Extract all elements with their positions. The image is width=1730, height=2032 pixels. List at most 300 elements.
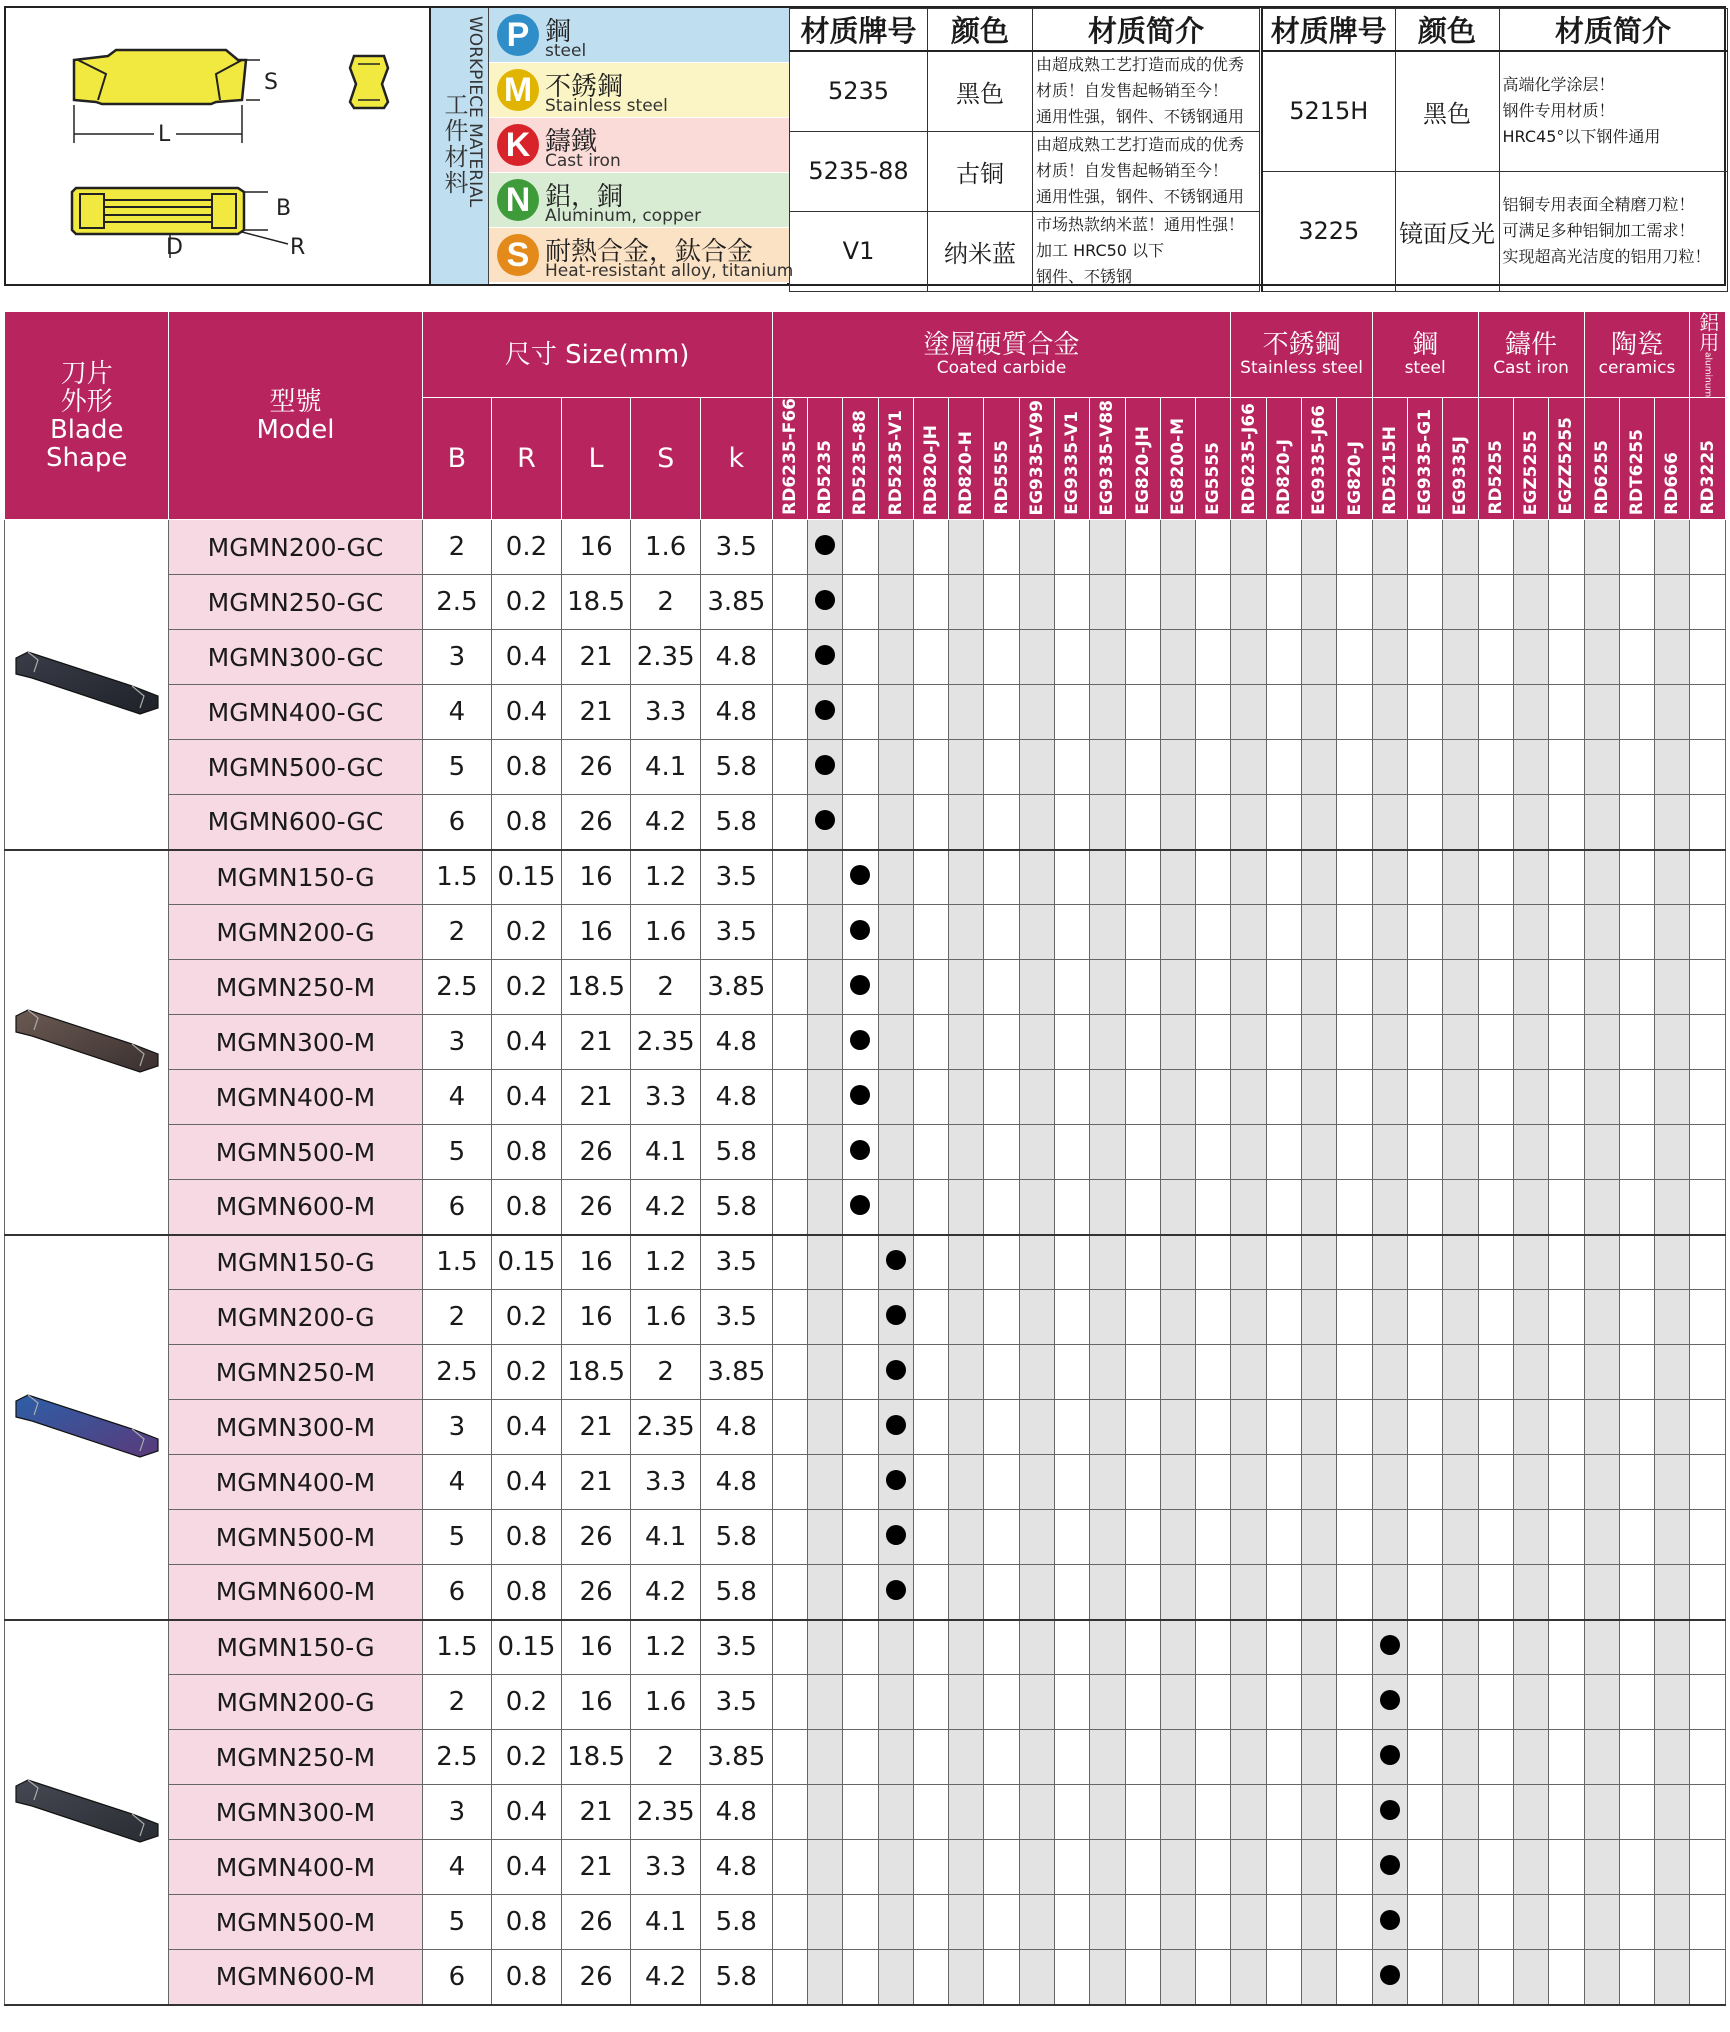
grade-cell xyxy=(1302,575,1337,630)
grade-cell xyxy=(1655,1510,1690,1565)
grade-header: RD5215H xyxy=(1372,398,1407,520)
dim-cell-l: 26 xyxy=(561,1950,631,2005)
available-dot xyxy=(886,1470,906,1490)
grade-cell xyxy=(1372,520,1407,575)
available-dot xyxy=(886,1360,906,1380)
grade-cell xyxy=(1054,575,1089,630)
available-dot xyxy=(815,535,835,555)
grade-cell xyxy=(878,1565,913,1620)
dim-cell-k: 3.5 xyxy=(700,1290,772,1345)
grade-cell xyxy=(807,1950,842,2005)
dim-cell-s: 4.2 xyxy=(631,795,701,850)
grade-cell xyxy=(843,1565,878,1620)
grade-cell xyxy=(1266,1290,1301,1345)
grade-cell xyxy=(1090,685,1125,740)
grade-desc xyxy=(1499,171,1727,291)
dim-header-r: R xyxy=(492,398,562,520)
grade-cell xyxy=(878,1620,913,1675)
grade-cell xyxy=(878,1180,913,1235)
grade-cell xyxy=(1019,1840,1054,1895)
table-row xyxy=(5,630,1726,685)
table-row xyxy=(5,905,1726,960)
grade-cell xyxy=(913,1840,948,1895)
grade-cell xyxy=(949,1345,984,1400)
grade-cell xyxy=(1655,1840,1690,1895)
grade-cell xyxy=(878,795,913,850)
grade-cell xyxy=(772,1125,807,1180)
model-cell: MGMN150-G xyxy=(169,1620,422,1675)
grade-cell xyxy=(807,685,842,740)
model-cell: MGMN300-M xyxy=(169,1785,422,1840)
grade-cell xyxy=(984,520,1019,575)
grade-cell xyxy=(1054,1565,1089,1620)
dim-cell-b: 2.5 xyxy=(422,960,492,1015)
grade-cell xyxy=(1513,1895,1548,1950)
dim-cell-s: 3.3 xyxy=(631,1840,701,1895)
grade-cell xyxy=(1196,575,1231,630)
grade-cell xyxy=(1372,1235,1407,1290)
grade-cell xyxy=(1443,795,1478,850)
grade-cell xyxy=(1549,520,1584,575)
model-cell: MGMN600-M xyxy=(169,1565,422,1620)
available-dot xyxy=(1380,1800,1400,1820)
grade-cell xyxy=(1619,1730,1654,1785)
grade-cell xyxy=(1090,795,1125,850)
grade-cell xyxy=(1549,1015,1584,1070)
dim-cell-b: 5 xyxy=(422,1510,492,1565)
grade-cell xyxy=(1584,1840,1619,1895)
grade-cell xyxy=(1090,1345,1125,1400)
grade-cell xyxy=(949,1675,984,1730)
grade-header: RD666 xyxy=(1655,398,1690,520)
grade-cell xyxy=(1513,960,1548,1015)
dim-cell-k: 4.8 xyxy=(700,630,772,685)
grade-cell xyxy=(1443,1400,1478,1455)
grade-cell xyxy=(949,905,984,960)
dim-cell-k: 4.8 xyxy=(700,1840,772,1895)
grade-cell xyxy=(807,740,842,795)
grade-cell xyxy=(1655,1015,1690,1070)
dim-cell-s: 3.3 xyxy=(631,685,701,740)
grade-cell xyxy=(878,740,913,795)
grade-cell xyxy=(1619,1180,1654,1235)
label-r: R xyxy=(290,235,306,260)
material-badge: S xyxy=(497,234,539,276)
col-header-color: 颜色 xyxy=(928,9,1033,52)
grade-cell xyxy=(1090,1180,1125,1235)
grade-cell xyxy=(1337,795,1372,850)
material-name-zh: 不銹鋼 xyxy=(545,72,624,102)
grade-cell xyxy=(1407,1455,1442,1510)
grade-cell xyxy=(1443,1125,1478,1180)
grade-cell xyxy=(878,850,913,905)
grade-cell xyxy=(1090,1235,1125,1290)
grade-cell xyxy=(1054,740,1089,795)
grade-cell xyxy=(1584,850,1619,905)
dim-cell-r: 0.4 xyxy=(492,1070,562,1125)
dim-cell-l: 21 xyxy=(561,1015,631,1070)
dim-cell-b: 3 xyxy=(422,1785,492,1840)
grade-cell xyxy=(1054,1345,1089,1400)
dim-cell-k: 5.8 xyxy=(700,1510,772,1565)
grade-cell xyxy=(1584,1565,1619,1620)
grade-cell xyxy=(984,630,1019,685)
grade-cell xyxy=(1549,1180,1584,1235)
available-dot xyxy=(886,1525,906,1545)
grade-cell xyxy=(1019,905,1054,960)
table-row xyxy=(5,685,1726,740)
grade-cell xyxy=(984,1235,1019,1290)
grade-cell xyxy=(772,795,807,850)
dim-cell-l: 21 xyxy=(561,1785,631,1840)
grade-cell xyxy=(1302,1950,1337,2005)
grade-cell xyxy=(1054,685,1089,740)
table-row xyxy=(5,1235,1726,1290)
grade-cell xyxy=(807,905,842,960)
available-dot xyxy=(1380,1690,1400,1710)
grade-cell xyxy=(1655,850,1690,905)
grade-cell xyxy=(1372,1015,1407,1070)
header-block xyxy=(4,6,1726,286)
grade-cell xyxy=(984,1015,1019,1070)
grade-header: EG9335-J66 xyxy=(1302,398,1337,520)
grade-cell xyxy=(878,1455,913,1510)
dim-cell-r: 0.8 xyxy=(492,1565,562,1620)
grade-header: RD6235-F66 xyxy=(772,398,807,520)
grade-cell xyxy=(1513,1125,1548,1180)
grade-header: RD6235-J66 xyxy=(1231,398,1266,520)
grade-cell xyxy=(1090,1785,1125,1840)
grade-cell xyxy=(1655,575,1690,630)
grade-cell xyxy=(1196,520,1231,575)
grade-cell xyxy=(1549,960,1584,1015)
dim-cell-k: 4.8 xyxy=(700,685,772,740)
grade-cell xyxy=(1231,1455,1266,1510)
grade-cell xyxy=(807,575,842,630)
grade-cell xyxy=(949,960,984,1015)
grade-cell xyxy=(1090,1950,1125,2005)
grade-cell xyxy=(949,685,984,740)
grade-cell xyxy=(1337,685,1372,740)
grade-cell xyxy=(843,1125,878,1180)
grade-cell xyxy=(1443,1235,1478,1290)
grade-cell xyxy=(843,1290,878,1345)
grade-cell xyxy=(1125,795,1160,850)
grade-cell xyxy=(1513,1730,1548,1785)
col-header-desc: 材质简介 xyxy=(1499,9,1727,52)
grade-cell xyxy=(1266,1895,1301,1950)
available-dot xyxy=(886,1580,906,1600)
grade-cell xyxy=(1231,1895,1266,1950)
grade-desc-line: 材质！自发售起畅销至今！ xyxy=(1036,161,1229,180)
grade-cell xyxy=(843,1675,878,1730)
grade-cell xyxy=(1584,1950,1619,2005)
grade-cell xyxy=(1054,1785,1089,1840)
grade-cell xyxy=(1478,1015,1513,1070)
grade-header: EG9335-V88 xyxy=(1090,398,1125,520)
dim-cell-k: 4.8 xyxy=(700,1015,772,1070)
available-dot xyxy=(850,1085,870,1105)
grade-cell xyxy=(949,1125,984,1180)
grade-cell xyxy=(1619,740,1654,795)
material-name-en: Aluminum, copper xyxy=(545,206,702,226)
grade-cell xyxy=(913,685,948,740)
grade-desc-line: 通用性强，钢件、不锈钢通用 xyxy=(1036,107,1245,127)
grade-cell xyxy=(1690,1015,1726,1070)
dim-cell-r: 0.4 xyxy=(492,1455,562,1510)
grade-cell xyxy=(1054,1125,1089,1180)
grade-cell xyxy=(843,1620,878,1675)
model-cell: MGMN300-M xyxy=(169,1400,422,1455)
dim-cell-s: 4.1 xyxy=(631,1510,701,1565)
grade-cell xyxy=(1266,795,1301,850)
grade-cell xyxy=(1513,1345,1548,1400)
grade-cell xyxy=(807,850,842,905)
grade-cell xyxy=(1584,1730,1619,1785)
grade-cell xyxy=(1231,1785,1266,1840)
grade-cell xyxy=(1337,1345,1372,1400)
grade-cell xyxy=(1302,850,1337,905)
grade-cell xyxy=(1019,630,1054,685)
grade-cell xyxy=(984,740,1019,795)
grade-cell xyxy=(1054,1290,1089,1345)
grade-desc-line: 钢件、不锈钢 xyxy=(1036,267,1133,286)
grade-cell xyxy=(1407,1180,1442,1235)
dim-cell-k: 5.8 xyxy=(700,1180,772,1235)
table-row xyxy=(5,1070,1726,1125)
grade-cell xyxy=(1337,1455,1372,1510)
grade-cell xyxy=(1690,960,1726,1015)
grade-cell xyxy=(1160,850,1195,905)
dim-cell-l: 18.5 xyxy=(561,1730,631,1785)
grade-cell xyxy=(1019,1400,1054,1455)
table-row xyxy=(5,850,1726,905)
grade-cell xyxy=(1549,630,1584,685)
insert-photo xyxy=(12,1764,162,1854)
blade-shape-cell xyxy=(5,850,169,1235)
grade-cell xyxy=(772,1565,807,1620)
grade-cell xyxy=(1407,1235,1442,1290)
table-row xyxy=(5,960,1726,1015)
grade-cell xyxy=(1196,1620,1231,1675)
dim-cell-r: 0.15 xyxy=(492,1620,562,1675)
dim-cell-b: 6 xyxy=(422,1565,492,1620)
grade-cell xyxy=(1090,1840,1125,1895)
grade-cell xyxy=(1054,1015,1089,1070)
grade-cell xyxy=(1302,1125,1337,1180)
grade-cell xyxy=(1125,1510,1160,1565)
dim-cell-k: 5.8 xyxy=(700,795,772,850)
grade-cell xyxy=(807,1345,842,1400)
grade-cell xyxy=(1337,1235,1372,1290)
grade-cell xyxy=(1090,1455,1125,1510)
material-badge: K xyxy=(497,124,539,166)
grade-cell xyxy=(1619,575,1654,630)
grade-cell xyxy=(878,1785,913,1840)
grade-cell xyxy=(843,1950,878,2005)
grade-cell xyxy=(1513,1785,1548,1840)
model-cell: MGMN200-G xyxy=(169,905,422,960)
dim-cell-l: 18.5 xyxy=(561,1345,631,1400)
grade-cell xyxy=(1125,905,1160,960)
grade-cell xyxy=(807,1180,842,1235)
grade-cell xyxy=(1196,1180,1231,1235)
grade-cell xyxy=(1690,685,1726,740)
grade-cell xyxy=(807,960,842,1015)
grade-cell xyxy=(1196,1290,1231,1345)
dim-cell-r: 0.2 xyxy=(492,905,562,960)
grade-cell xyxy=(1266,740,1301,795)
grade-cell xyxy=(984,905,1019,960)
grade-cell xyxy=(1302,1785,1337,1840)
grade-cell xyxy=(1619,1125,1654,1180)
grade-cell xyxy=(1196,685,1231,740)
grade-cell xyxy=(1302,1895,1337,1950)
grade-cell xyxy=(1478,1455,1513,1510)
material-name-en: Cast iron xyxy=(545,151,621,171)
grade-cell xyxy=(1513,740,1548,795)
dim-header-s: S xyxy=(631,398,701,520)
grade-cell xyxy=(1619,1235,1654,1290)
grade-cell xyxy=(807,1895,842,1950)
grade-cell xyxy=(878,1345,913,1400)
dim-cell-s: 2.35 xyxy=(631,1400,701,1455)
group-header: 鋁用aluminum xyxy=(1690,312,1726,398)
insert-photo xyxy=(12,636,162,726)
grade-cell xyxy=(1160,685,1195,740)
grade-cell xyxy=(1619,1510,1654,1565)
dim-cell-r: 0.15 xyxy=(492,1235,562,1290)
grade-cell xyxy=(1266,1510,1301,1565)
grade-cell xyxy=(772,1345,807,1400)
grade-cell xyxy=(1443,1675,1478,1730)
grade-cell xyxy=(1372,1840,1407,1895)
grade-cell xyxy=(772,630,807,685)
material-name-zh: 耐熱合金，鈦合金 xyxy=(545,237,754,267)
insert-spec-table xyxy=(4,311,1726,2006)
blade-shape-header: 刀片 外形 Blade Shape xyxy=(5,312,169,520)
grade-cell xyxy=(1125,685,1160,740)
grade-cell xyxy=(913,1125,948,1180)
grade-cell xyxy=(984,960,1019,1015)
dim-cell-s: 2 xyxy=(631,1345,701,1400)
grade-cell xyxy=(1125,1840,1160,1895)
grade-cell xyxy=(807,1455,842,1510)
grade-cell xyxy=(1443,1510,1478,1565)
grade-cell xyxy=(1160,630,1195,685)
grade-color: 黑色 xyxy=(1395,51,1499,171)
grade-cell xyxy=(1690,905,1726,960)
grade-cell xyxy=(1266,1070,1301,1125)
grade-cell xyxy=(1302,905,1337,960)
grade-cell xyxy=(1655,905,1690,960)
grade-cell xyxy=(1231,1345,1266,1400)
grade-cell xyxy=(1231,1180,1266,1235)
grade-cell xyxy=(1513,905,1548,960)
grade-cell xyxy=(1655,1070,1690,1125)
grade-cell xyxy=(1619,1345,1654,1400)
grade-cell xyxy=(843,1455,878,1510)
grade-cell xyxy=(1584,1015,1619,1070)
grade-header: RD5555 xyxy=(984,398,1019,520)
dim-cell-k: 5.8 xyxy=(700,1125,772,1180)
grade-cell xyxy=(1690,1235,1726,1290)
grade-cell xyxy=(1160,795,1195,850)
dim-cell-r: 0.8 xyxy=(492,1510,562,1565)
model-cell: MGMN600-GC xyxy=(169,795,422,850)
grade-cell xyxy=(843,960,878,1015)
grade-cell xyxy=(1090,1070,1125,1125)
grade-cell xyxy=(1443,630,1478,685)
grade-cell xyxy=(1372,1950,1407,2005)
grade-cell xyxy=(1302,630,1337,685)
dim-cell-s: 1.6 xyxy=(631,1675,701,1730)
grade-cell xyxy=(984,795,1019,850)
grade-cell xyxy=(1549,1125,1584,1180)
grade-cell xyxy=(1196,1840,1231,1895)
available-dot xyxy=(815,590,835,610)
grade-cell xyxy=(1337,1895,1372,1950)
group-header: 陶瓷 ceramics xyxy=(1584,312,1690,398)
grade-cell xyxy=(1125,1895,1160,1950)
dim-cell-r: 0.8 xyxy=(492,740,562,795)
grade-cell xyxy=(913,1785,948,1840)
grade-cell xyxy=(984,1675,1019,1730)
grade-cell xyxy=(1478,630,1513,685)
grade-cell xyxy=(1125,740,1160,795)
grade-cell xyxy=(984,1840,1019,1895)
available-dot xyxy=(850,1140,870,1160)
model-cell: MGMN400-M xyxy=(169,1070,422,1125)
grade-cell xyxy=(1302,685,1337,740)
grade-cell xyxy=(949,575,984,630)
available-dot xyxy=(886,1415,906,1435)
grade-cell xyxy=(1196,905,1231,960)
grade-cell xyxy=(843,1070,878,1125)
grade-cell xyxy=(984,1620,1019,1675)
dim-cell-s: 3.3 xyxy=(631,1070,701,1125)
grade-header: EG820-J xyxy=(1337,398,1372,520)
grade-cell xyxy=(1160,1235,1195,1290)
grade-cell xyxy=(1513,575,1548,630)
grade-cell xyxy=(1090,1620,1125,1675)
grade-cell xyxy=(1196,740,1231,795)
table-row xyxy=(5,520,1726,575)
grade-cell xyxy=(1231,575,1266,630)
grade-cell xyxy=(1019,1070,1054,1125)
model-cell: MGMN400-GC xyxy=(169,685,422,740)
grade-cell xyxy=(1266,1565,1301,1620)
table-row xyxy=(5,795,1726,850)
grade-cell xyxy=(1337,740,1372,795)
grade-cell xyxy=(949,520,984,575)
grade-cell xyxy=(913,1620,948,1675)
grade-cell xyxy=(1478,905,1513,960)
grade-cell xyxy=(1407,1620,1442,1675)
grade-desc-line: 由超成熟工艺打造而成的优秀 xyxy=(1036,135,1245,154)
dim-cell-r: 0.8 xyxy=(492,1125,562,1180)
dim-cell-l: 18.5 xyxy=(561,575,631,630)
available-dot xyxy=(850,1030,870,1050)
grade-cell xyxy=(1407,1730,1442,1785)
grade-cell xyxy=(949,630,984,685)
model-cell: MGMN250-GC xyxy=(169,575,422,630)
grade-cell xyxy=(843,520,878,575)
grade-cell xyxy=(1443,1730,1478,1785)
grade-cell xyxy=(1196,1345,1231,1400)
label-s: S xyxy=(264,70,278,95)
grade-cell xyxy=(1266,630,1301,685)
